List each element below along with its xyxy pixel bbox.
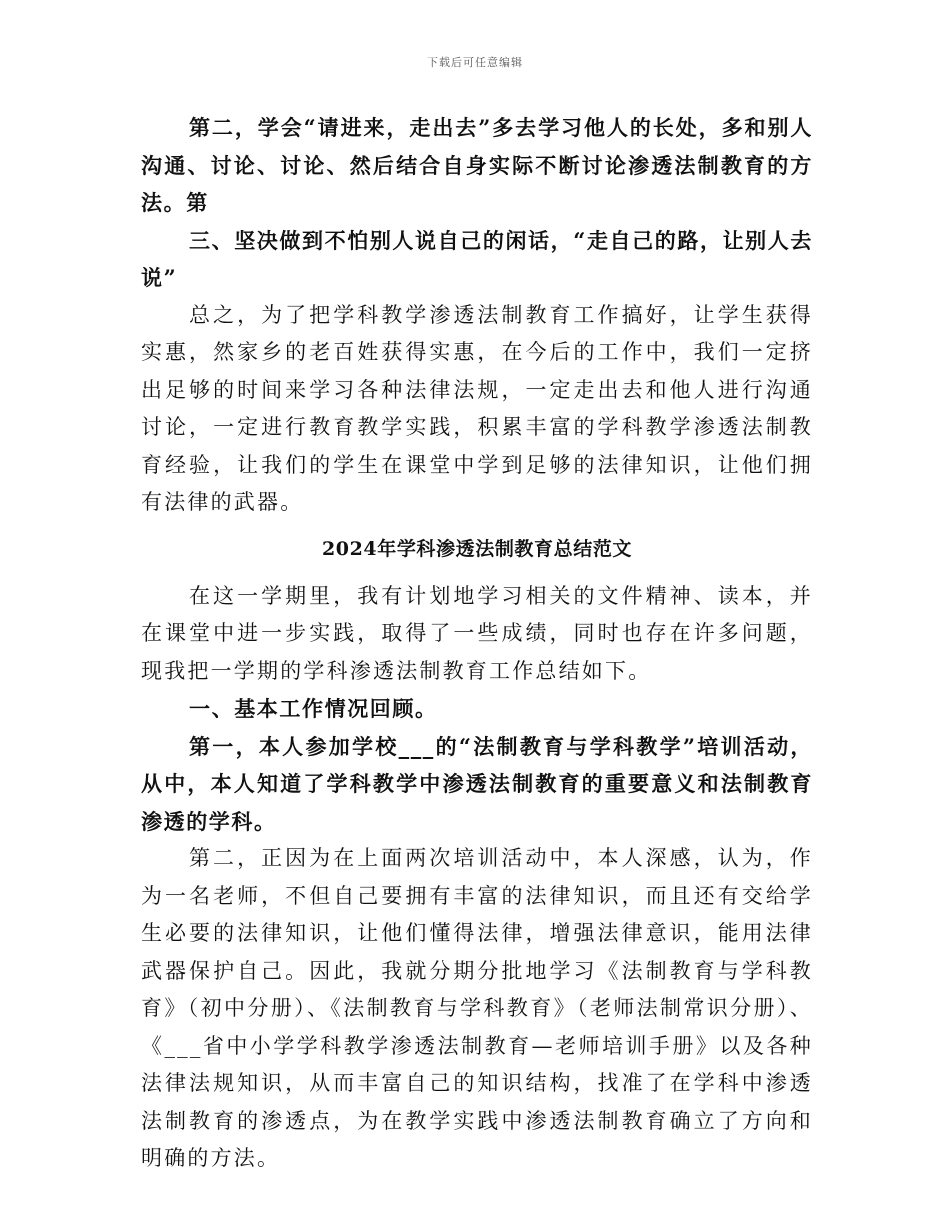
document-body	[141, 109, 813, 1178]
page-header-note: 下载后可任意编辑	[427, 56, 523, 69]
paragraph-third-point: 三、坚决做到不怕别人说自己的闲话，“走自己的路，让别人去说”	[141, 227, 813, 290]
paragraph-first-training: 第一，本人参加学校___的“法制教育与学科教学”培训活动，从中，本人知道了学科教学中渗透法制教育的重要意义和法制教育渗透的学科。	[141, 733, 813, 834]
paragraph-conclusion: 总之，为了把学科教学渗透法制教育工作搞好，让学生获得实惠，然家乡的老百姓获得实惠，在今后的工作中，我们一定挤出足够的时间来学习各种法律法规，一定走出去和他人进行沟通讨论，一定进行教育教学实践，积累丰富的学科教学渗透法制教育经验，让我们的学生在课堂中学到足够的法律知识，让他们拥有法律的武器。	[141, 302, 813, 514]
document-title: 2024年学科渗透法制教育总结范文	[321, 537, 633, 560]
paragraph-intro: 在这一学期里，我有计划地学习相关的文件精神、读本，并在课堂中进一步实践，取得了一些成绩，同时也存在许多问题，现我把一学期的学科渗透法制教育工作总结如下。	[141, 583, 813, 683]
paragraph-second-study: 第二，正因为在上面两次培训活动中，本人深感，认为，作为一名老师，不但自己要拥有丰富的法律知识，而且还有交给学生必要的法律知识，让他们懂得法律，增强法律意识，能用法律武器保护自己。因此，我就分期分批地学习《法制教育与学科教育》（初中分册）、《法制教育与学科教育》（老师法制常识分册）、《___省中小学学科教学渗透法制教育—老师培训手册》以及各种法律法规知识，从而丰富自己的知识结构，找准了在学科中渗透法制教育的渗透点，为在教学实践中渗透法制教育确立了方向和明确的方法。	[141, 846, 813, 1170]
paragraph-second-point: 第二，学会“请进来，走出去”多去学习他人的长处，多和别人沟通、讨论、讨论、然后结合自身实际不断讨论渗透法制教育的方法。第	[141, 115, 813, 215]
section-heading-review: 一、基本工作情况回顾。	[189, 696, 438, 721]
